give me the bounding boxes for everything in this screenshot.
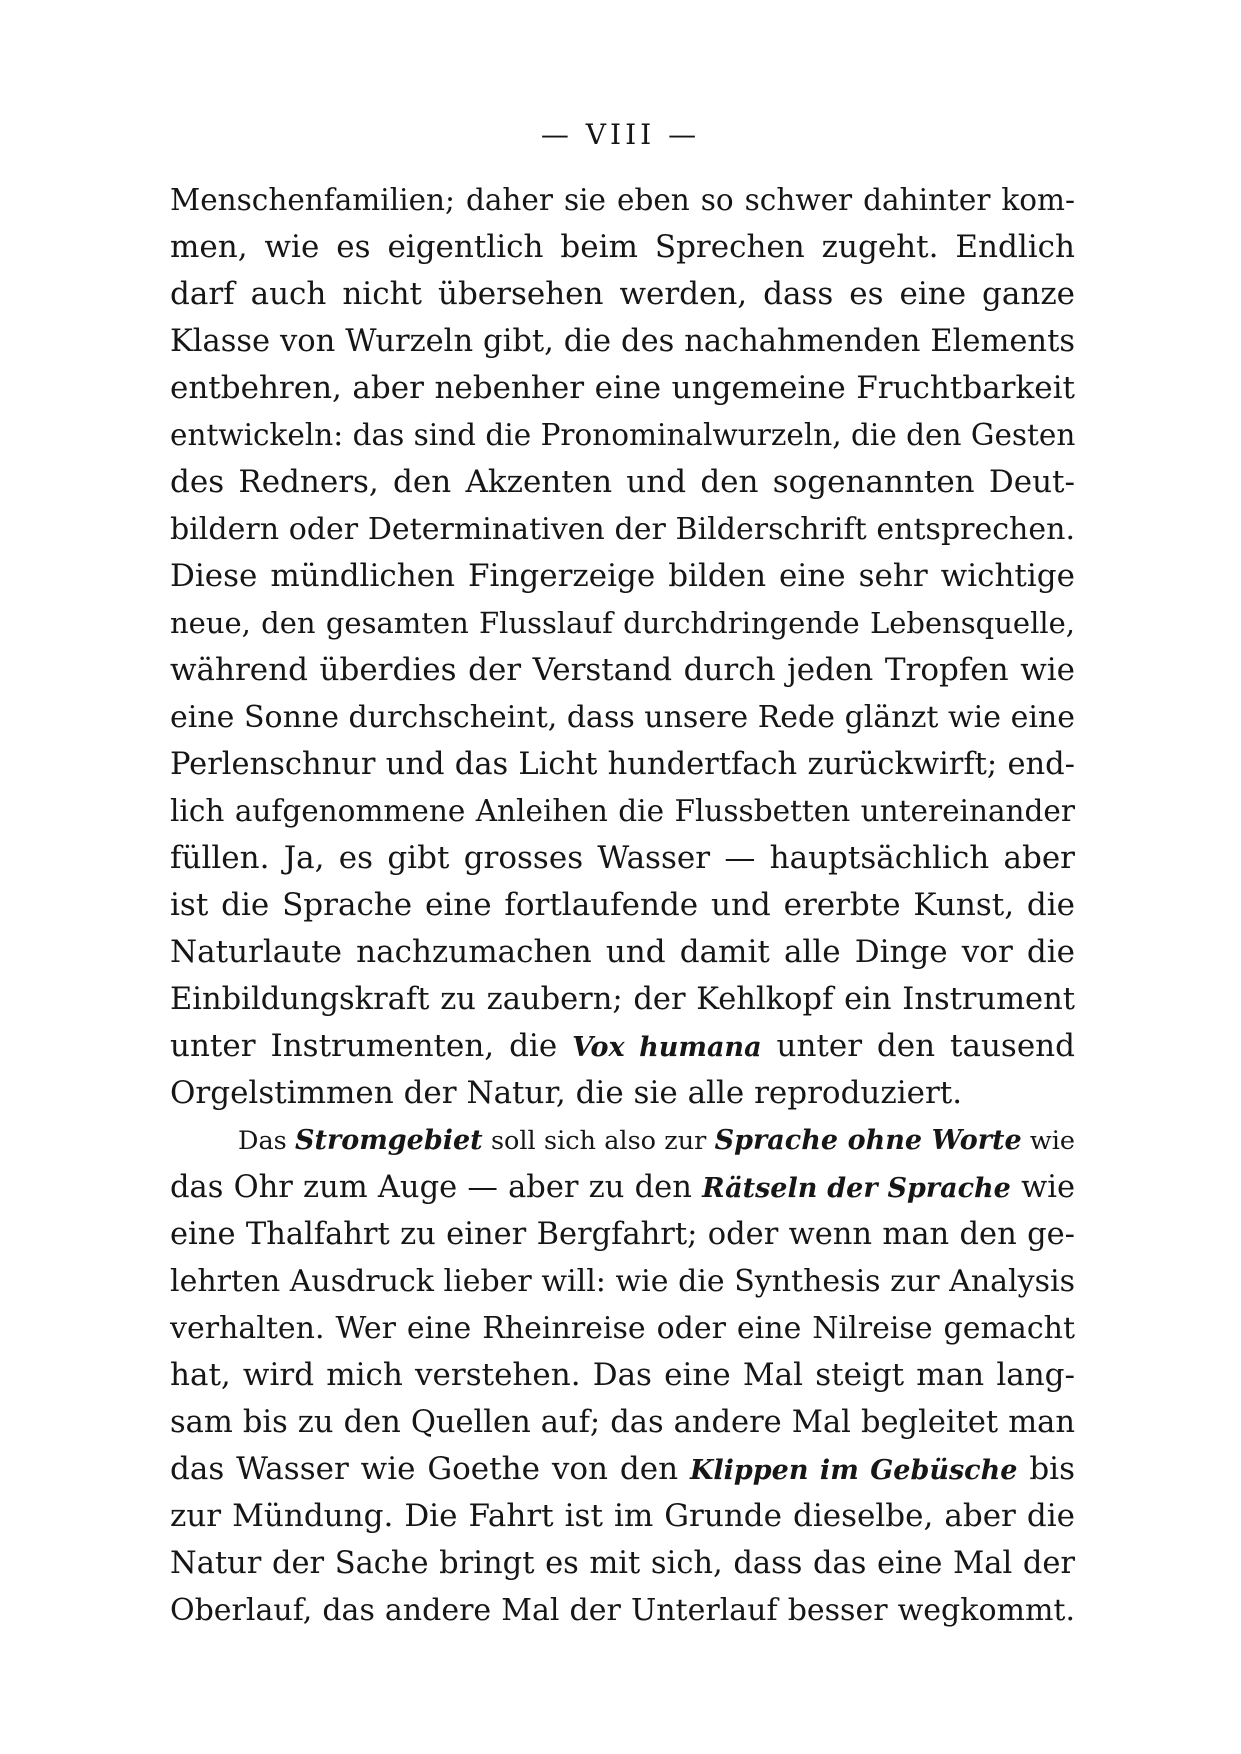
- text-line: Natur der Sache bringt es mit sich, dass das eine Mal der: [170, 1546, 1075, 1581]
- text-line: Naturlaute nachzumachen und damit alle Dinge vor die: [170, 934, 1075, 970]
- text-line: men, wie es eigentlich beim Sprechen zugeht. Endlich: [170, 229, 1075, 265]
- text-fragment: wie: [1021, 1126, 1075, 1156]
- paragraph-1: [170, 177, 1075, 1117]
- text-fragment: unter Instrumenten, die: [170, 1028, 573, 1064]
- text-line: Diese mündlichen Fingerzeige bilden eine sehr wichtige: [170, 558, 1075, 594]
- text-line: lehrten Ausdruck lieber will: wie die Synthesis zur Analysis: [170, 1264, 1075, 1299]
- body-text: [170, 177, 1075, 1634]
- text-line: Menschenfamilien; daher sie eben so schwer dahinter kom-: [170, 183, 1075, 217]
- text-fragment: Das: [238, 1126, 296, 1156]
- text-line: sam bis zu den Quellen auf; das andere Mal begleitet man: [170, 1405, 1075, 1440]
- text-fragment: wie: [1010, 1170, 1076, 1205]
- text-line: zur Mündung. Die Fahrt ist im Grunde dieselbe, aber die: [170, 1498, 1075, 1534]
- text-line: füllen. Ja, es gibt grosses Wasser — hauptsächlich aber: [170, 840, 1075, 876]
- text-line: neue, den gesamten Flusslauf durchdringende Lebensquelle,: [170, 606, 1075, 640]
- text-line: Oberlauf, das andere Mal der Unterlauf besser wegkommt.: [170, 1593, 1075, 1628]
- text-line: [170, 1446, 1075, 1493]
- italic-term: Sprache ohne Worte: [714, 1125, 1022, 1156]
- text-line: eine Sonne durchscheint, dass unsere Rede glänzt wie eine: [170, 700, 1075, 735]
- text-line: Orgelstimmen der Natur, die sie alle reproduziert.: [170, 1075, 963, 1111]
- text-fragment: das Ohr zum Auge — aber zu den: [170, 1170, 703, 1205]
- text-fragment: unter den tausend: [761, 1028, 1075, 1064]
- text-line: darf auch nicht übersehen werden, dass es eine ganze: [170, 276, 1075, 312]
- text-line: lich aufgenommene Anleihen die Flussbetten untereinander: [170, 794, 1075, 828]
- page-number-header: — VIII —: [540, 118, 701, 151]
- text-line: bildern oder Determinativen der Bilderschrift entsprechen.: [170, 512, 1075, 547]
- text-line: entbehren, aber nebenher eine ungemeine Fruchtbarkeit: [170, 370, 1075, 406]
- text-line: Klasse von Wurzeln gibt, die des nachahmenden Elements: [170, 324, 1075, 359]
- text-fragment: soll sich also zur: [482, 1126, 715, 1156]
- text-line: Perlenschnur und das Licht hundertfach zurückwirft; end-: [170, 747, 1075, 782]
- text-line: [170, 1164, 1075, 1211]
- text-fragment: bis: [1017, 1451, 1075, 1487]
- italic-term: Rätseln der Sprache: [702, 1173, 1011, 1204]
- italic-term: Klippen im Gebüsche: [689, 1455, 1018, 1486]
- text-line: hat, wird mich verstehen. Das eine Mal steigt man lang-: [170, 1357, 1075, 1393]
- text-line: [170, 1117, 1075, 1164]
- text-line: verhalten. Wer eine Rheinreise oder eine Nilreise gemacht: [170, 1311, 1075, 1346]
- text-line: Einbildungskraft zu zaubern; der Kehlkopf ein Instrument: [170, 982, 1075, 1017]
- italic-term: Vox humana: [572, 1032, 762, 1063]
- text-line: [170, 1023, 1075, 1070]
- italic-term: Stromgebiet: [295, 1125, 483, 1156]
- text-fragment: das Wasser wie Goethe von den: [170, 1451, 690, 1487]
- text-line: entwickeln: das sind die Pronominalwurzeln, die den Gesten: [170, 418, 1076, 452]
- text-line: ist die Sprache eine fortlaufende und ererbte Kunst, die: [170, 887, 1075, 923]
- text-line: des Redners, den Akzenten und den sogenannten Deut-: [170, 464, 1075, 500]
- text-line: während überdies der Verstand durch jeden Tropfen wie: [170, 652, 1075, 688]
- paragraph-2: [170, 1117, 1075, 1634]
- text-line: eine Thalfahrt zu einer Bergfahrt; oder wenn man den ge-: [170, 1217, 1075, 1252]
